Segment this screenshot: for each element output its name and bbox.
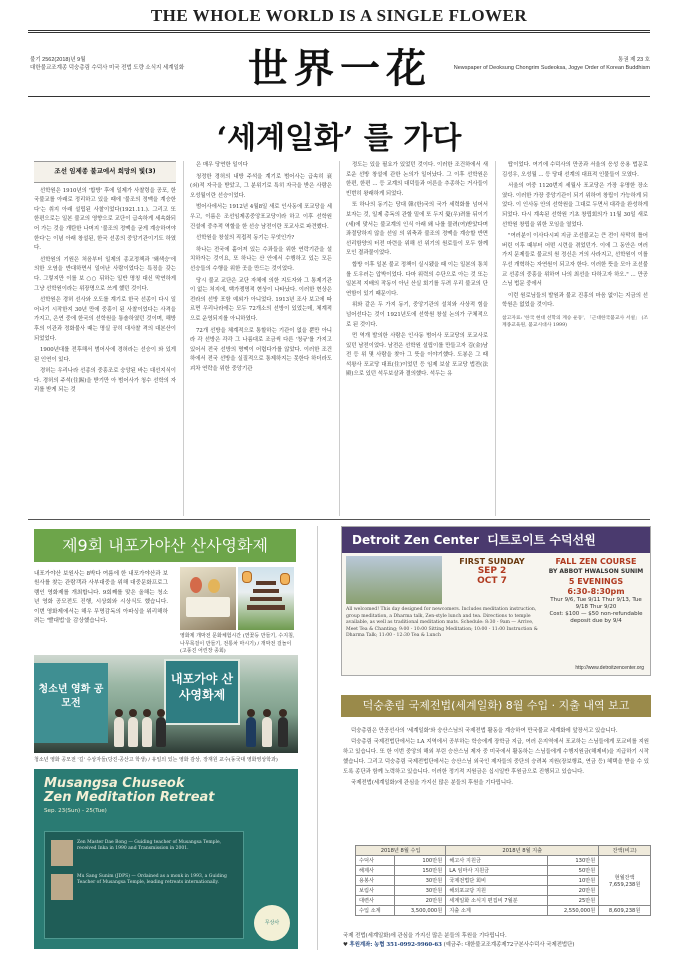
article-paragraph: 당시 불교 교단은 교단 자체에 의한 지도자와 그 통제기관이 없는 처지에, 백가쟁명적 현상이 나타났다. 이러한 현상은 전라의 선방 포함 예외가 아니었다. 1913년 조사 보고에 따르면 우리나라에는 모두 72개소의 선방이 있었는데, 체계적으로 운영되지를 아니하였다. bbox=[190, 277, 332, 322]
table-row: 용봉사 30만원 국제전법단 회비 10만원 bbox=[356, 876, 651, 886]
table-row: 해제사 150만원 LA 임마사 지원금 50만원 bbox=[356, 866, 651, 876]
article-paragraph: 은 매우 당연한 일이다 bbox=[196, 162, 249, 168]
finance-report-title: 덕숭총림 국제전법(세계일화) 8월 수입 · 지출 내역 보고 bbox=[341, 695, 651, 717]
article-paragraph: 72개 선방을 체계적으로 통할하는 기관이 없을 뿐만 아니라 각 선방은 각각 그 나름대로 조금씩 다른 '청규'를 가지고 있어서 전국 선방의 명맥이 어렵다가를 않았다. 이러한 조건하에서 전국 선방을 실질적으로 통제하지는 못한다 하더라도 괴차 연락을 위한 중앙기관 bbox=[190, 327, 332, 372]
fall-course-block: FALL ZEN COURSE BY ABBOT HWALSON SUNIM 5 EVENINGS 6:30-8:30pm Thur 9/6, Tue 9/11 Thur 9/13, Tue 9/18 Thur 9/20 Cost: $100 — $50 non-refundable deposit due by 9/4 bbox=[548, 557, 644, 624]
article-paragraph: 선학원은 경허 선사와 오도를 계기로 한국 선종이 다시 일어나기 시작한지 30년 만에 중흥이 된 사찰이었다는 사격을 가지고, 은연 중에 한국의 선학원을 통솔하였던 것이며, 해방 후의 이관과 정화불사 때는 명실 공히 대사찰 격의 대본산이 되었었다. bbox=[34, 297, 176, 342]
column-divider bbox=[339, 161, 340, 516]
article-paragraph: 정도는 있을 필요가 있었던 것이다. 이러한 조건하에서 새로운 선방 창설에 관한 논의가 일어났다. 그 이후 선학원은 한편, 한편 ... 등 교계의 대덕들과 어른을 추종하는 거사들이 빈번히 왕래하게 되었다. bbox=[346, 162, 488, 197]
article-column-2 bbox=[190, 161, 332, 513]
article-paragraph: 서울의 여중 1120번지 세월사 포교당은 가장 유명한 장소였다. 이러한 가장 중앙기관이 되기 위하여 창립이 가능하게 되었다. 이 인사동 안의 선학원을 그대로 두면서 대각을 완성하게 되었다. 다시 계속된 선학원 기초 창립회의가 11월 30일 새로 선학원 창립을 위한 모임을 열었다. bbox=[502, 183, 648, 228]
film-festival-title: 제9회 내포가야산 산사영화제 bbox=[34, 529, 296, 562]
article-paragraph: 1900년대를 전후해서 범어사에 경허라는 선승이 와 있게 된 인연이 있다. bbox=[34, 347, 176, 363]
table-row: 수덕사 100만원 해고사 지원금 130만원 현월잔액 7,659,238원 bbox=[356, 856, 651, 866]
column-divider bbox=[317, 526, 318, 950]
income-header: 2018년 8월 수입 bbox=[356, 846, 446, 856]
film-contest-group-photo bbox=[34, 655, 298, 753]
newspaper-logo: 世界一花 bbox=[248, 45, 432, 92]
retreat-teacher: Zen Master Dae Bong — Guiding teacher of Musangsa Temple, received Inka in 1990 and Transmission in 2001. bbox=[51, 840, 239, 868]
article-column-1 bbox=[34, 161, 176, 513]
retreat-teachers-panel bbox=[44, 831, 244, 939]
article-paragraph: "여러분이 이사다시피 지금 조선불교는 큰 전이 삭막히 틀어 버린 이후 때부터 어떤 시련을 겪었던가. 이에 그 동안은 여러 가지 문제들로 불교의 원 정신은 거의 사라지고, 선학원이 이를 우선 개혁하는 자연원이 되고자 한다. 이러한 뜻을 모아 조선불교 선종의 중흥을 위하여 나의 최선을 다하고자 하오." ... 만공스님 법문 중에서 bbox=[502, 233, 648, 288]
donation-note: 국제 전법(세계일화)에 관심을 가지신 많은 분들의 후원을 기다립니다. ♥ 후원계좌: 농협 351-0992-9960-63 (예금주: 대한불교조계종제72구본사수덕사 국제전법단) bbox=[343, 932, 649, 950]
chuseok-retreat-poster bbox=[34, 769, 298, 949]
article-column-3 bbox=[346, 161, 488, 513]
retreat-dates: Sep. 23(Sun) - 25(Tue) bbox=[44, 808, 107, 814]
table-row: 보림사 30만원 해외포교당 지원 20만원 bbox=[356, 886, 651, 896]
total-balance: 8,609,238원 bbox=[599, 906, 651, 916]
article-paragraph: 이런 원로님들의 발원과 불교 진흥의 마음 없이는 지금의 선학원은 없었을 것이다. bbox=[502, 292, 648, 309]
masthead-rule-top bbox=[28, 30, 650, 31]
detroit-ad-description: All welcomed! This day designed for newcomers. Includes meditation instruction, group meditation, a Dharma talk, Zen-style lunch and tea. Directions to temple available, as well as traditional meditation mats. Schedule: 8:30 - 9am — Arrive, Meet Tea & Chanting; 9:00 - 10:00 Sitting Meditation; 10:00 - 11:00 Instruction & Dharma Talk; 11:00 - 12:30 Tea & Lunch bbox=[346, 607, 538, 638]
article-paragraph: 경허는 우리나라 선종의 중흥조로 숭앙된 바는 대선지식이다. 경허의 주석(住錫)을 받기만 아 범어사가 청수 선학의 자리를 받게 되는 것 bbox=[34, 368, 176, 394]
source-note: 참고자료: '한국 현대 선학의 계승 운동', 「근대한국불교사 서설」 (조계종교육원, 불교시대사 1999) bbox=[502, 315, 648, 328]
article-subhead: 조선 임제종 불교에서 희망의 빛(3) bbox=[34, 161, 176, 183]
finance-table bbox=[355, 845, 651, 916]
festival-poster: 내포가야 산사영화제 bbox=[164, 659, 240, 725]
english-masthead-title: THE WHOLE WORLD IS A SINGLE FLOWER bbox=[150, 6, 528, 25]
table-header-row bbox=[356, 846, 651, 856]
film-festival-body: 내포가야산 보원사는 8박다 여름에 한 내포가야산과 보원사를 찾는 관람객과 사부대중을 위해 대중문화프로그램인 영화제를 개최합니다. 9회째를 맞은 올해는 청소년 영화 공모전도 진행, 시상회와 시상식도 했습니다. 이번 영화제에서는 해우 무명감독의 아파싱을 위리해하려는 '빨대법'을 감상했습니다. bbox=[34, 571, 168, 625]
article-paragraph: 청정한 경허의 내방 주석을 계기로 범어사는 급속히 衰(쇠)적 자극을 받았고, 그 분위기로 특히 자극을 받은 사람은 오성월이란 선승이었다. bbox=[190, 173, 332, 199]
masthead-volume-info bbox=[454, 56, 650, 72]
article-paragraph: 탑이었다. 여기에 수덕사의 만공과 서울의 응성 응용 법문로 김성우, 오성월 ... 등 당대 선계의 대표적 인물들이 모였다. bbox=[502, 162, 648, 178]
article-paragraph: 위와 같은 두 가지 동기, 중앙기관의 설치와 사상적 힘을 넘어선다는 것이 1921년도에 선학원 창설 논의가 구체적으로 된 것이다. bbox=[346, 302, 488, 328]
first-sunday-block: FIRST SUNDAY SEP 2 OCT 7 bbox=[459, 557, 525, 586]
detroit-ad-url[interactable]: http://www.detroitzencenter.org bbox=[575, 665, 644, 671]
article-paragraph: 범어사에서는 1912년 4월8일 새로 인사동에 포교당을 세우고, 이름은 조선임제종중앙포교당이라 하고 이후 선학원 건설에 중추적 역할을 한 선승 남전이란 포교사로 파견했다. bbox=[190, 204, 332, 230]
publisher-line: 대한불교조계종 덕숭총림 수덕사 미국 전법 도량 소식지 세계일화 bbox=[30, 65, 185, 71]
festival-pagoda-photo bbox=[238, 567, 294, 630]
issue-date: 불기 2562(2018)년 9월 bbox=[30, 57, 86, 63]
donation-account: ♥ 후원계좌: 농협 351-0992-9960-63 (예금주: 대한불교조계종제72구본사수덕사 국제전법단) bbox=[343, 942, 575, 948]
publisher-english: Newspaper of Deoksung Chongrim Sudeoksa, Jogye Order of Korean Buddhism bbox=[453, 65, 650, 71]
balance-cell: 현월잔액 7,659,238원 bbox=[599, 856, 651, 906]
detroit-ad-header: Detroit Zen Center 디트로이트 수덕선원 bbox=[342, 527, 650, 553]
expense-header: 2018년 8월 지출 bbox=[446, 846, 599, 856]
page-headline: ‘세계일화’ 를 가다 bbox=[216, 121, 462, 156]
festival-sign: 청소년 영화 공모전 bbox=[34, 663, 108, 743]
issue-number: 통권 제 23 호 bbox=[618, 57, 650, 63]
article-paragraph: 선학원을 창설의 직접적 동기는 무엇인가? bbox=[196, 235, 295, 242]
section-divider bbox=[28, 519, 650, 520]
article-paragraph: 선학원의 기원은 처음부터 일제의 종교정책과 '왜색승'에 의한 오염을 반대하면서 일어난 사람이었다는 특징을 갖는다. 그렇지만 이를 보 ○○ 뒤하는 일반 명칭 대신 막연하게 그냥 선학원이라는 위장명으로 쓰게 했던 것이다. bbox=[34, 256, 176, 292]
temple-emblem: 무상사 bbox=[254, 905, 290, 941]
finance-report-body bbox=[343, 726, 649, 789]
article-paragraph: 선학원은 1910년의 '합방' 후에 일제가 사찰령을 공포, 한국불교를 아래로 정리하고 있을 때에 '불조의 정맥을 계승한다'는 취지 아래 설립된 사찰이었다(1921.11.). 그리고 또 한편으로는 일본 불교의 영향으로 교단이 급속하게 세속화되어 가는 것을 개탄한 나머지 '불조의 정맥을 굳게 계승하여야 한다'는 이념 아래 창설된, 한국 선종의 중앙기관이기도 하였다. bbox=[34, 187, 176, 252]
article-paragraph: 또 하나의 동기는 당대 韓(한)국의 국가 세력화를 넘어서 보자는 것, 일제 총독의 관할 밑에 또 두지 憂(우)려를 뒤이기(세)에 맞서는 불교계의 인식 아래 왜 나를 물려(여)받았다며 좌절당하지 않을 선임 의 위축과 불조의 정맥을 계승할 반면 선리함양의 터전 마련을 위해 선 위기의 원로들이 모두 함께 모인 결과물이었다. bbox=[346, 202, 488, 257]
festival-crafts-photo bbox=[180, 567, 236, 630]
detroit-center-photo bbox=[346, 556, 442, 604]
detroit-zen-center-ad bbox=[341, 526, 651, 676]
column-divider bbox=[495, 161, 496, 516]
retreat-title: Musangsa Chuseok Zen Meditation Retreat bbox=[44, 776, 215, 805]
festival-photo-caption: 영화제 개막전 문화체험시간 (연꽃등 만들기, 수지침, 나무목걸이 만들기, 전통차 마시기) / 개막전 걸놀이(고풍진 어린장 종회) bbox=[180, 633, 295, 654]
article-paragraph: 합방 이후 일본 불교 정책이 실시됐을 때 이는 일본의 통치를 도우러는 압박이었다. 다마 위력의 수단으로 아는 것 또는 일본적 지배의 작동이 아닌 산실 회기를 두려 우리 불교의 단연함이 있기 때문이다. bbox=[346, 261, 488, 297]
group-photo-caption: 청소년 영화 공모전 '길' 수상자들(당진·공산고 학생) / 유일의 있는 영화 감상, 장재원 교수(동국대 영화영상학과) bbox=[34, 757, 278, 763]
column-divider bbox=[183, 161, 184, 516]
masthead-rule-bottom bbox=[28, 96, 650, 97]
table-total-row: 수입 소계 3,500,000원 지출 소계 2,550,000원 8,609,238원 bbox=[356, 906, 651, 916]
balance-header: 잔액(비고) bbox=[599, 846, 651, 856]
retreat-teacher: Mu Sang Sunim (JDPS) — Ordained as a monk in 1993, a Guiding Teacher of Musangsa Temple, leading retreats internationally. bbox=[51, 874, 239, 902]
article-paragraph: 하나는 전국에 흩어져 있는 수좌들을 위한 연락기관을 설치하자는 것이요, 또 하나는 산 안에서 수행하고 있는 모든 선승들의 수행을 위한 곳을 만드는 것이었다. bbox=[190, 246, 332, 272]
finance-paragraph: 덕숭총림은 만공선사의 '세계일화'와 숭산스님의 국제전법 활동을 계승하여 만국불교 세계화에 앞장서고 있습니다. bbox=[351, 728, 618, 734]
table-row: 대련사 20만원 세계일화 소식지 편집비 7월분 25만원 bbox=[356, 896, 651, 906]
masthead-rule-top-2 bbox=[28, 32, 650, 33]
finance-paragraph: 덕숭총림 국제전법단에서는 LA 지역에서 공부하는 학승에게 장학금 지급, 여러 은지역에서 포교하는 스님들에게 포교비를 지원하고 있습니다. 또 한 이번 중앙의 해외 부린 승산스님 제자 중 미국에서 활동하는 스님들에게 수행지원금(해제비)을 지급하기 시작했습니다. 그리고 덕숭총림 국제전법단에서는 승산스님 외국인 제자들의 중단의 승려복 지원(장보행료, 연금 등) 혜택을 받을 수 있도록 종단과 함께 노력하고 있습니다. 이러한 정기적 지원금은 십시일반 후원금으로 진행되고 있습니다. bbox=[343, 739, 649, 775]
masthead-issue-info bbox=[30, 56, 184, 72]
article-column-4 bbox=[502, 161, 648, 513]
article-paragraph: 먼 역개 발의한 사람은 인사동 범어사 포교당의 포교사로 있던 남전이었다. 남전은 선학원 설립이를 만들고자 김(金)남전 등 위 몇 사람을 찾아 그 뜻을 이야기했다. 도봉은 그 때 석왕사 포교당 대표(住)이었던 등 임제 보살 포교당 법전(法殿)으로 있던 석두보살과 결의했다. 석두는 유 bbox=[346, 333, 488, 378]
finance-paragraph: 국제전법(세계일화)에 관심을 가지신 많은 분들의 후원을 기다립니다. bbox=[351, 780, 514, 786]
